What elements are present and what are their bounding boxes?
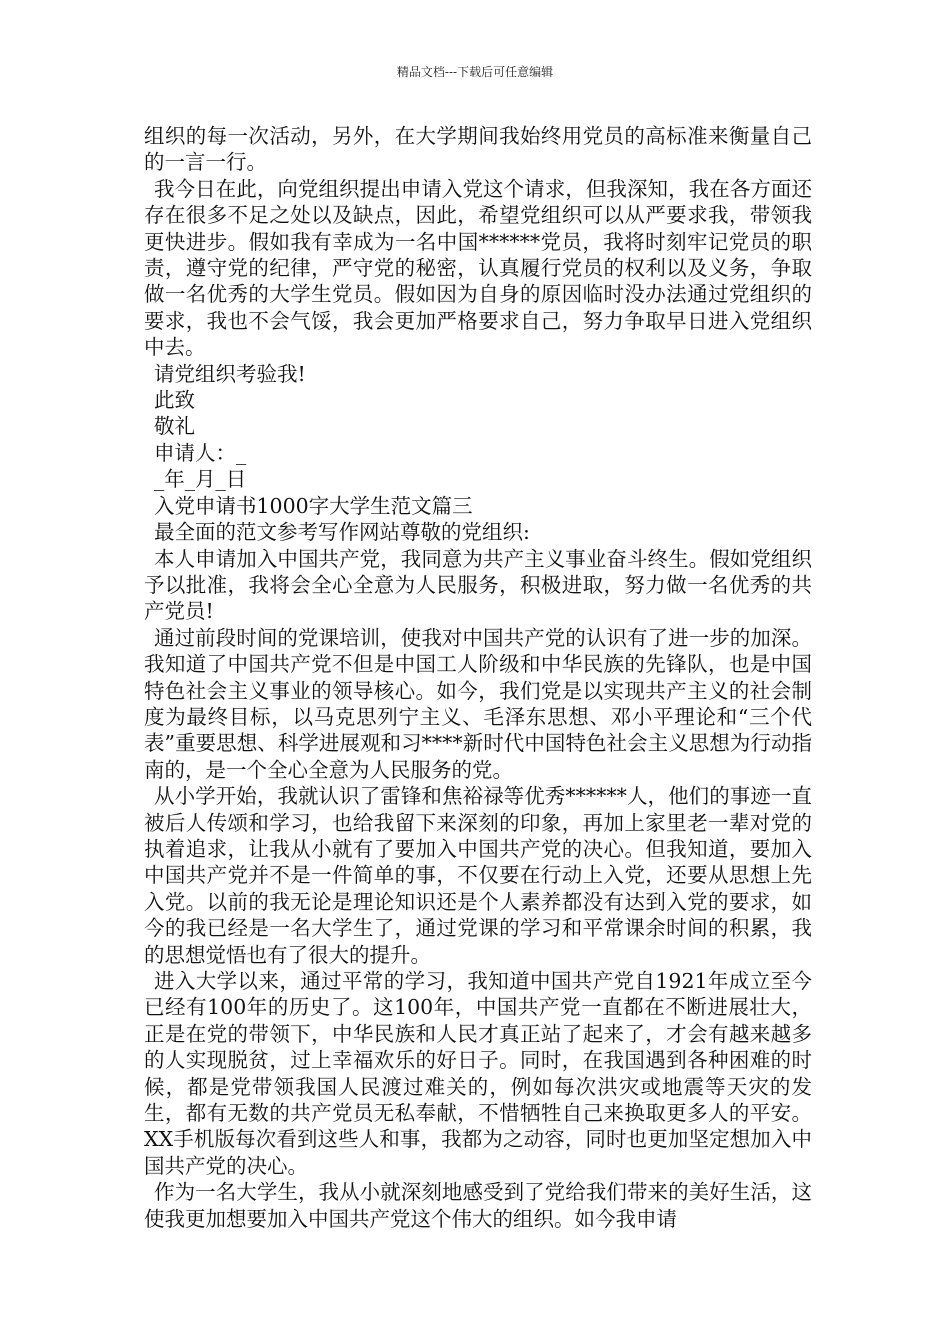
paragraph: 通过前段时间的党课培训，使我对中国共产党的认识有了进一步的加深。我知道了中国共产党不但是中国工人阶级和中华民族的先锋队，也是中国特色社会主义事业的领导核心。如今，我们党是以实现共产主义的社会制度为最终目标，以马克思列宁主义、毛泽东思想、邓小平理论和“三个代表”重要思想、科学进展观和习****新时代中国特色社会主义思想为行动指南的，是一个全心全意为人民服务的党。 xyxy=(144,625,812,782)
paragraph: 我今日在此，向党组织提出申请入党这个请求，但我深知，我在各方面还存在很多不足之处以及缺点，因此，希望党组织可以从严要求我，带领我更快进步。假如我有幸成为一名中国******党员，我将时刻牢记党员的职责，遵守党的纪律，严守党的秘密，认真履行党员的权利以及义务，争取做一名优秀的大学生党员。假如因为自身的原因临时没办法通过党组织的要求，我也不会气馁，我会更加严格要求自己，努力争取早日进入党组织中去。 xyxy=(144,176,812,360)
paragraph: 申请人：_ xyxy=(154,440,247,465)
paragraph: 此致 xyxy=(154,388,195,413)
page-header: 精品文档---下载后可任意编辑 xyxy=(396,65,554,79)
paragraph: 作为一名大学生，我从小就深刻地感受到了党给我们带来的美好生活，这使我更加想要加入中国共产党这个伟大的组织。如今我申请 xyxy=(144,1180,812,1231)
paragraph: _年_月_日 xyxy=(154,467,247,492)
document-body xyxy=(144,123,812,1232)
paragraph: 最全面的范文参考写作网站尊敬的党组织: xyxy=(154,520,530,545)
paragraph: 从小学开始，我就认识了雷锋和焦裕禄等优秀******人，他们的事迹一直被后人传颂和学习，也给我留下来深刻的印象，再加上家里老一辈对党的执着追求，让我从小就有了要加入中国共产党的决心。但我知道，要加入中国共产党并不是一件简单的事，不仅要在行动上入党，还要从思想上先入党。以前的我无论是理论知识还是个人素养都没有达到入党的要求，如今的我已经是一名大学生了，通过党课的学习和平常课余时间的积累，我的思想觉悟也有了很大的提升。 xyxy=(144,784,812,967)
paragraph: 本人申请加入中国共产党，我同意为共产主义事业奋斗终生。假如党组织予以批准，我将会全心全意为人民服务，积极进取，努力做一名优秀的共产党员! xyxy=(144,546,812,624)
paragraph: 敬礼 xyxy=(154,414,195,439)
paragraph: 入党申请书1000字大学生范文篇三 xyxy=(154,493,473,518)
paragraph: 进入大学以来，通过平常的学习，我知道中国共产党自1921年成立至今已经有100年的历史了。这100年，中国共产党一直都在不断进展壮大，正是在党的带领下，中华民族和人民才真正站了起来了，才会有越来越多的人实现脱贫，过上幸福欢乐的好日子。同时，在我国遇到各种困难的时候，都是党带领我国人民渡过难关的，例如每次洪灾或地震等天灾的发生，都有无数的共产党员无私奉献，不惜牺牲自己来换取更多人的平安。XX手机版每次看到这些人和事，我都为之动容，同时也更加坚定想加入中国共产党的决心。 xyxy=(144,969,812,1178)
paragraph: 请党组织考验我! xyxy=(154,361,306,386)
paragraph: 组织的每一次活动，另外，在大学期间我始终用党员的高标准来衡量自己的一言一行。 xyxy=(144,124,812,175)
